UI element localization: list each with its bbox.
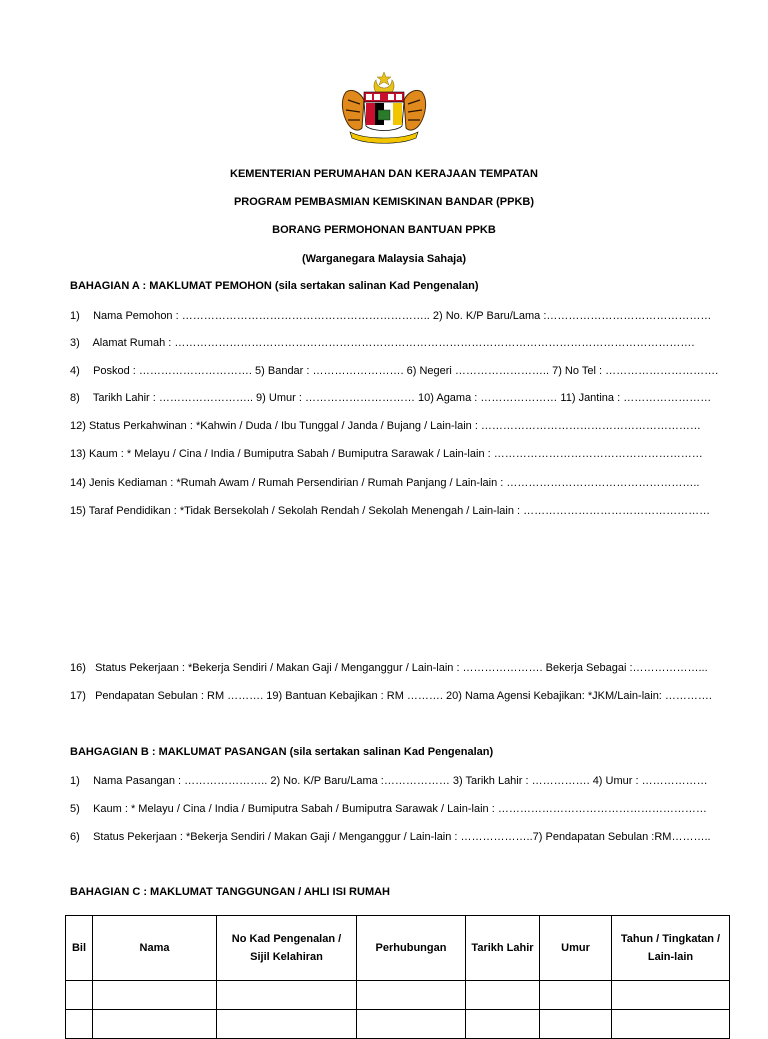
section-a-title: BAHAGIAN A : MAKLUMAT PEMOHON (sila sertakan salinan Kad Pengenalan) xyxy=(70,280,479,292)
dependents-table xyxy=(65,915,730,1039)
table-cell[interactable] xyxy=(217,1010,357,1039)
column-header-age: Umur xyxy=(540,916,612,981)
form-line[interactable]: 1) Nama Pasangan : ………………….. 2) No. K/P Baru/Lama :……………… 3) Tarikh Lahir : ……………. 4) Umur : ……………… xyxy=(70,775,708,787)
form-title: BORANG PERMOHONAN BANTUAN PPKB xyxy=(272,224,496,236)
table-header-row xyxy=(66,916,730,981)
column-header-level: Tahun / Tingkatan / Lain-lain xyxy=(612,916,730,981)
column-header-relationship: Perhubungan xyxy=(357,916,466,981)
table-cell[interactable] xyxy=(540,1010,612,1039)
form-line[interactable]: 14) Jenis Kediaman : *Rumah Awam / Rumah Persendirian / Rumah Panjang / Lain-lain : …………………………………………….. xyxy=(70,477,700,489)
table-cell[interactable] xyxy=(612,981,730,1010)
column-header-nama: Nama xyxy=(93,916,217,981)
form-line[interactable]: 1) Nama Pemohon : ………………………………………………………….. 2) No. K/P Baru/Lama :……………………………………… xyxy=(70,310,712,322)
table-cell[interactable] xyxy=(357,981,466,1010)
form-line[interactable]: 6) Status Pekerjaan : *Bekerja Sendiri / Makan Gaji / Menganggur / Lain-lain : ………………..7) Pendapatan Sebulan :RM……….. xyxy=(70,831,711,843)
form-line[interactable]: 15) Taraf Pendidikan : *Tidak Bersekolah / Sekolah Rendah / Sekolah Menengah / Lain-lain : …………………………………………… xyxy=(70,505,711,517)
table-cell[interactable] xyxy=(66,981,93,1010)
form-line[interactable]: 8) Tarikh Lahir : …………………….. 9) Umur : ………………………… 10) Agama : ………………… 11) Jantina : …………………… xyxy=(70,392,712,404)
form-line[interactable]: 16) Status Pekerjaan : *Bekerja Sendiri / Makan Gaji / Menganggur / Lain-lain : …………………. Bekerja Sebagai :………………... xyxy=(70,662,708,674)
section-c-title: BAHAGIAN C : MAKLUMAT TANGGUNGAN / AHLI ISI RUMAH xyxy=(70,886,390,898)
table-cell[interactable] xyxy=(466,1010,540,1039)
column-header-dob: Tarikh Lahir xyxy=(466,916,540,981)
form-line[interactable]: 4) Poskod : …………………………. 5) Bandar : ……………………. 6) Negeri …………………….. 7) No Tel : …………………………. xyxy=(70,365,719,377)
section-b-title: BAHGAGIAN B : MAKLUMAT PASANGAN (sila sertakan salinan Kad Pengenalan) xyxy=(70,746,494,758)
form-line[interactable]: 13) Kaum : * Melayu / Cina / India / Bumiputra Sabah / Bumiputra Sarawak / Lain-lain : ………………………………………………… xyxy=(70,448,703,460)
ministry-name: KEMENTERIAN PERUMAHAN DAN KERAJAAN TEMPATAN xyxy=(230,168,538,180)
eligibility-note: (Warganegara Malaysia Sahaja) xyxy=(301,253,467,265)
form-line[interactable]: 12) Status Perkahwinan : *Kahwin / Duda / Ibu Tunggal / Janda / Bujang / Lain-lain : …………………………………………………… xyxy=(70,420,701,432)
column-header-bil: Bil xyxy=(66,916,93,981)
column-header-ic: No Kad Pengenalan / Sijil Kelahiran xyxy=(217,916,357,981)
table-cell[interactable] xyxy=(466,981,540,1010)
coat-of-arms-icon xyxy=(336,70,432,146)
table-cell[interactable] xyxy=(93,1010,217,1039)
table-cell[interactable] xyxy=(217,981,357,1010)
form-line[interactable]: 17) Pendapatan Sebulan : RM ………. 19) Bantuan Kebajikan : RM ………. 20) Nama Agensi Kebajikan: *JKM/Lain-lain: …………. xyxy=(70,690,712,702)
program-name: PROGRAM PEMBASMIAN KEMISKINAN BANDAR (PPKB) xyxy=(233,196,535,208)
table-cell[interactable] xyxy=(357,1010,466,1039)
form-line[interactable]: 3) Alamat Rumah : ……………………………………………………………………………………………………………………………. xyxy=(70,337,695,349)
table-cell[interactable] xyxy=(66,1010,93,1039)
table-row xyxy=(66,981,730,1010)
table-cell[interactable] xyxy=(540,981,612,1010)
table-cell[interactable] xyxy=(93,981,217,1010)
table-row xyxy=(66,1010,730,1039)
table-cell[interactable] xyxy=(612,1010,730,1039)
form-line[interactable]: 5) Kaum : * Melayu / Cina / India / Bumiputra Sabah / Bumiputra Sarawak / Lain-lain : ………………………………………………… xyxy=(70,803,707,815)
